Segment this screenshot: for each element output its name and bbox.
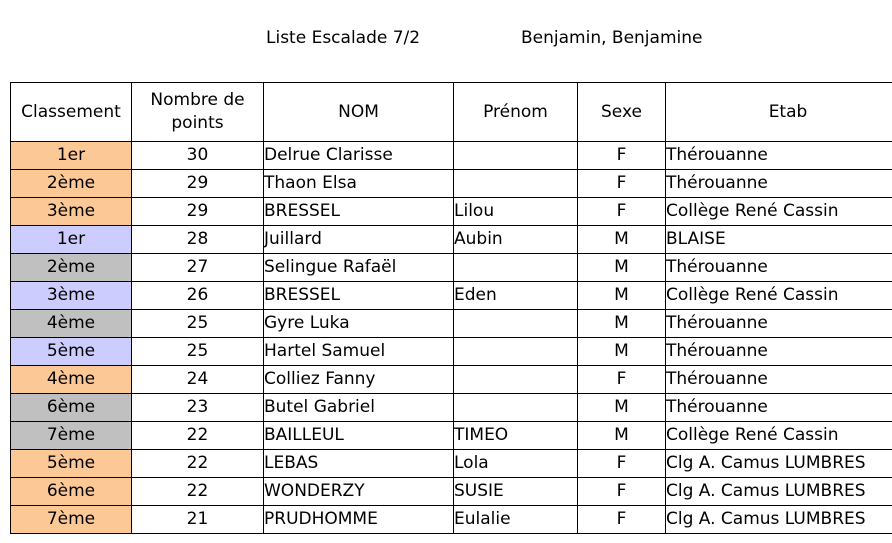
category-title: Benjamin, Benjamine <box>521 28 703 48</box>
sexe-cell: F <box>578 366 666 394</box>
rank-cell: 4ème <box>11 310 132 338</box>
nom-cell: Hartel Samuel <box>264 338 454 366</box>
sexe-cell: M <box>578 422 666 450</box>
prenom-cell: Lilou <box>454 198 578 226</box>
sexe-cell: F <box>578 506 666 534</box>
rank-cell: 3ème <box>11 282 132 310</box>
points-cell: 22 <box>132 450 264 478</box>
column-header-prenom: Prénom <box>454 83 578 142</box>
column-header-classement: Classement <box>11 83 132 142</box>
list-title: Liste Escalade 7/2 <box>266 28 421 48</box>
rank-cell: 5ème <box>11 338 132 366</box>
column-header-etab: Etab <box>666 83 892 142</box>
prenom-cell: Lola <box>454 450 578 478</box>
prenom-cell: Aubin <box>454 226 578 254</box>
rank-cell: 1er <box>11 142 132 170</box>
sexe-cell: F <box>578 450 666 478</box>
nom-cell: Colliez Fanny <box>264 366 454 394</box>
points-cell: 28 <box>132 226 264 254</box>
nom-cell: LEBAS <box>264 450 454 478</box>
points-cell: 26 <box>132 282 264 310</box>
etab-cell: Thérouanne <box>666 366 892 394</box>
header-row <box>11 83 892 142</box>
sexe-cell: F <box>578 478 666 506</box>
points-cell: 23 <box>132 394 264 422</box>
nom-cell: PRUDHOMME <box>264 506 454 534</box>
column-header-points: Nombre de points <box>132 83 264 142</box>
table-row <box>11 338 892 366</box>
sexe-cell: M <box>578 310 666 338</box>
points-cell: 22 <box>132 478 264 506</box>
points-cell: 30 <box>132 142 264 170</box>
table-row <box>11 450 892 478</box>
column-header-nom: NOM <box>264 83 454 142</box>
points-cell: 29 <box>132 170 264 198</box>
results-table <box>10 82 892 534</box>
etab-cell: Thérouanne <box>666 142 892 170</box>
rank-cell: 6ème <box>11 478 132 506</box>
nom-cell: Selingue Rafaël <box>264 254 454 282</box>
prenom-cell <box>454 170 578 198</box>
rank-cell: 5ème <box>11 450 132 478</box>
points-cell: 25 <box>132 338 264 366</box>
points-cell: 21 <box>132 506 264 534</box>
nom-cell: Butel Gabriel <box>264 394 454 422</box>
etab-cell: Collège René Cassin <box>666 198 892 226</box>
sexe-cell: F <box>578 170 666 198</box>
rank-cell: 2ème <box>11 254 132 282</box>
prenom-cell <box>454 254 578 282</box>
prenom-cell <box>454 310 578 338</box>
prenom-cell <box>454 394 578 422</box>
etab-cell: Collège René Cassin <box>666 422 892 450</box>
sexe-cell: M <box>578 254 666 282</box>
nom-cell: BRESSEL <box>264 198 454 226</box>
sexe-cell: F <box>578 198 666 226</box>
rank-cell: 1er <box>11 226 132 254</box>
points-cell: 24 <box>132 366 264 394</box>
etab-cell: Clg A. Camus LUMBRES <box>666 478 892 506</box>
prenom-cell: Eden <box>454 282 578 310</box>
table-row <box>11 366 892 394</box>
rank-cell: 6ème <box>11 394 132 422</box>
prenom-cell <box>454 366 578 394</box>
nom-cell: WONDERZY <box>264 478 454 506</box>
column-header-sexe: Sexe <box>578 83 666 142</box>
nom-cell: BRESSEL <box>264 282 454 310</box>
sexe-cell: M <box>578 394 666 422</box>
points-cell: 27 <box>132 254 264 282</box>
etab-cell: Thérouanne <box>666 310 892 338</box>
etab-cell: Collège René Cassin <box>666 282 892 310</box>
points-cell: 22 <box>132 422 264 450</box>
prenom-cell <box>454 338 578 366</box>
rank-cell: 4ème <box>11 366 132 394</box>
nom-cell: BAILLEUL <box>264 422 454 450</box>
table-row <box>11 254 892 282</box>
table-row <box>11 198 892 226</box>
table-row <box>11 170 892 198</box>
etab-cell: Clg A. Camus LUMBRES <box>666 506 892 534</box>
nom-cell: Juillard <box>264 226 454 254</box>
sexe-cell: M <box>578 338 666 366</box>
points-cell: 25 <box>132 310 264 338</box>
etab-cell: Thérouanne <box>666 254 892 282</box>
table-row <box>11 506 892 534</box>
prenom-cell: TIMEO <box>454 422 578 450</box>
nom-cell: Thaon Elsa <box>264 170 454 198</box>
table-row <box>11 282 892 310</box>
prenom-cell: SUSIE <box>454 478 578 506</box>
table-row <box>11 226 892 254</box>
rank-cell: 2ème <box>11 170 132 198</box>
etab-cell: Thérouanne <box>666 394 892 422</box>
etab-cell: Thérouanne <box>666 170 892 198</box>
sexe-cell: M <box>578 226 666 254</box>
sexe-cell: M <box>578 282 666 310</box>
points-cell: 29 <box>132 198 264 226</box>
table-row <box>11 310 892 338</box>
table-row <box>11 394 892 422</box>
table-body <box>11 142 892 534</box>
nom-cell: Delrue Clarisse <box>264 142 454 170</box>
nom-cell: Gyre Luka <box>264 310 454 338</box>
etab-cell: Clg A. Camus LUMBRES <box>666 450 892 478</box>
rank-cell: 7ème <box>11 422 132 450</box>
table-row <box>11 422 892 450</box>
rank-cell: 3ème <box>11 198 132 226</box>
etab-cell: Thérouanne <box>666 338 892 366</box>
prenom-cell: Eulalie <box>454 506 578 534</box>
table-row <box>11 142 892 170</box>
etab-cell: BLAISE <box>666 226 892 254</box>
rank-cell: 7ème <box>11 506 132 534</box>
sexe-cell: F <box>578 142 666 170</box>
prenom-cell <box>454 142 578 170</box>
table-row <box>11 478 892 506</box>
